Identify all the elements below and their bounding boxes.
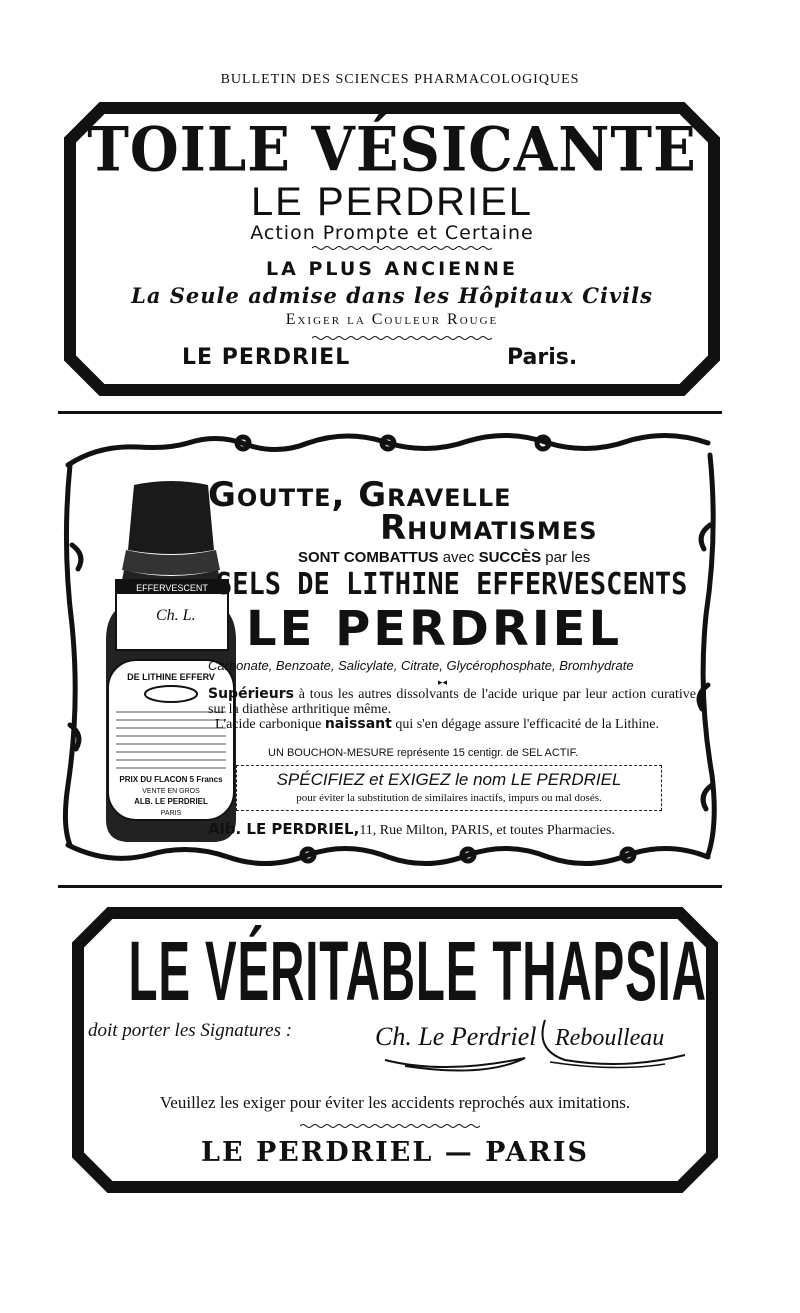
bottle-oval-text: DE LITHINE EFFERV bbox=[127, 672, 215, 682]
ad1-claim: LA PLUS ANCIENNE bbox=[266, 258, 518, 280]
bottle-vente: VENTE EN GROS bbox=[142, 788, 200, 795]
ad-lithine bbox=[58, 425, 722, 873]
divider-rule bbox=[58, 411, 722, 414]
ad1-brand: LE PERDRIEL bbox=[182, 345, 351, 370]
signatures-image bbox=[365, 1000, 705, 1080]
ad2-sont: SONT COMBATTUS avec SUCCÈS par les bbox=[298, 549, 591, 566]
ad2-line2: Rhumatismes bbox=[380, 508, 598, 548]
signature-reboulleau: Reboulleau bbox=[555, 1025, 665, 1051]
wave-divider bbox=[312, 245, 492, 251]
ad1-subtitle: LE PERDRIEL bbox=[250, 180, 534, 224]
ad1-city: Paris. bbox=[507, 345, 578, 370]
divider-rule bbox=[58, 885, 722, 888]
ad2-brand: LE PERDRIEL bbox=[246, 601, 623, 657]
ad1-tagline: Action Prompte et Certaine bbox=[250, 222, 534, 244]
ad3-warning: Veuillez les exiger pour éviter les accidents reprochés aux imitations. bbox=[159, 1093, 631, 1112]
bottle-price: PRIX DU FLACON 5 Francs bbox=[119, 775, 223, 784]
bottle-band-text: EFFERVESCENT bbox=[136, 583, 208, 593]
wave-divider bbox=[300, 1123, 480, 1129]
ad2-description: Supérieurs à tous les autres dissolvants de l'acide urique par leur action curative sur la diathèse arthritique même. L'acide carbonique naissant qui s'en dégage assure l'efficacité de la Lithine. bbox=[208, 686, 696, 732]
ad2-specifiez-box bbox=[236, 765, 662, 811]
bottle-city: PARIS bbox=[160, 810, 182, 817]
ad3-doit: doit porter les Signatures : bbox=[88, 1020, 293, 1041]
wave-divider bbox=[312, 335, 492, 341]
ad2-compositions: Carbonate, Benzoate, Salicylate, Citrate, Glycérophosphate, Bromhydrate bbox=[208, 658, 634, 673]
signature-le-perdriel: Ch. Le Perdriel bbox=[375, 1022, 537, 1051]
ad1-title: TOILE VÉSICANTE bbox=[87, 114, 697, 186]
ad3-brand: LE PERDRIEL — PARIS bbox=[201, 1137, 589, 1168]
ad1-exiger: Exiger la Couleur Rouge bbox=[285, 311, 499, 328]
ad2-specifiez: SPÉCIFIEZ et EXIGEZ le nom LE PERDRIEL bbox=[276, 770, 622, 789]
ad3-title: LE VÉRITABLE THAPSIA bbox=[128, 924, 707, 1019]
ad2-sels: SELS DE LITHINE EFFERVESCENTS bbox=[216, 567, 688, 602]
page-header: BULLETIN DES SCIENCES PHARMACOLOGIQUES bbox=[220, 72, 580, 87]
ad2-bouchon: UN BOUCHON-MESURE représente 15 centigr. de SEL ACTIF. bbox=[268, 747, 579, 759]
ad2-pour: pour éviter la substitution de similaires inactifs, impurs ou mal dosés. bbox=[296, 792, 602, 804]
ad-toile-vesicante bbox=[62, 100, 722, 398]
small-ornament-icon: ▸◂ bbox=[438, 677, 448, 687]
ad2-address: Alb. LE PERDRIEL,11, Rue Milton, PARIS, et toutes Pharmacies. bbox=[208, 820, 615, 838]
bottle-signature: Ch. L. bbox=[156, 607, 196, 624]
bottle-maker: ALB. LE PERDRIEL bbox=[134, 797, 208, 806]
ad-thapsia bbox=[70, 905, 720, 1195]
ad1-seule: La Seule admise dans les Hôpitaux Civils bbox=[131, 283, 653, 308]
ad2-line1: Goutte, Gravelle bbox=[208, 475, 512, 515]
